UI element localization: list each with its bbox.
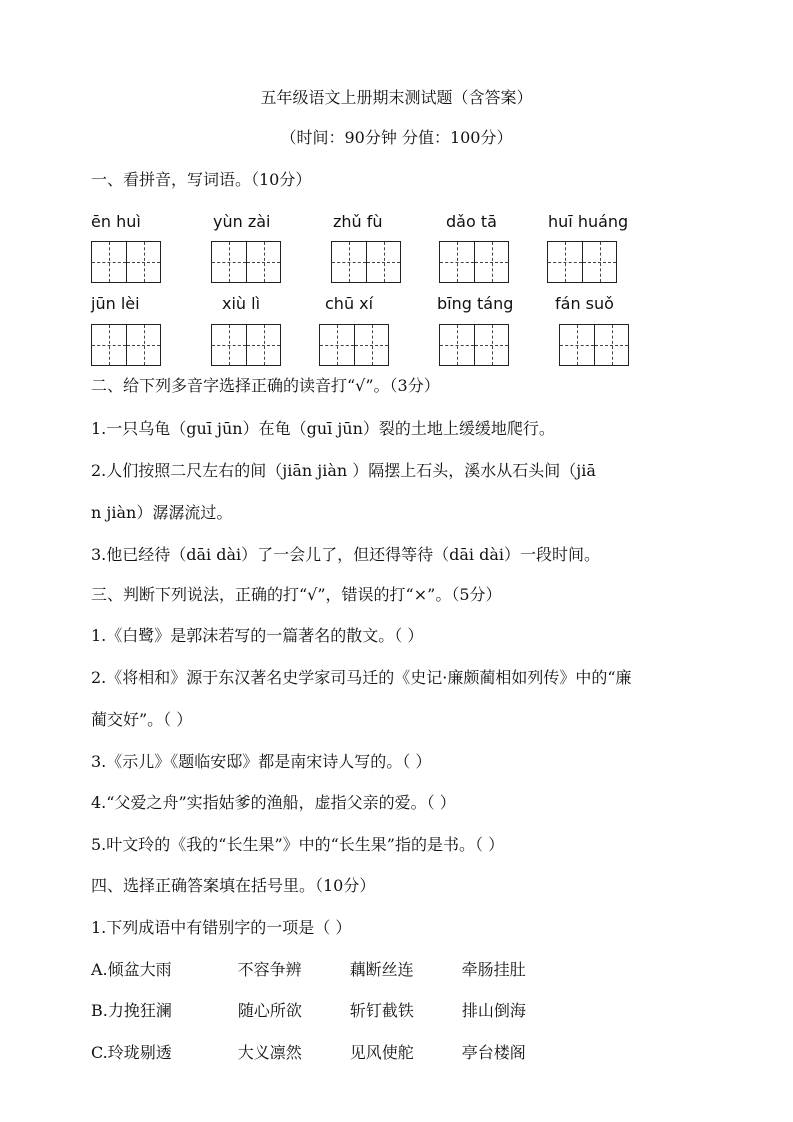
writing-grid[interactable] (91, 241, 161, 283)
page-title: 五年级语文上册期末测试题（含答案） (260, 88, 533, 107)
writing-grid[interactable] (439, 324, 509, 366)
writing-grid[interactable] (439, 241, 509, 283)
option-word: 倾盆大雨 (107, 960, 172, 979)
option-word: 力挽狂澜 (107, 1001, 172, 1020)
question-text: 4.“父爱之舟”实指姑爹的渔船，虚指父亲的爱。（ ） (91, 793, 456, 812)
option-word: 牵肠挂肚 (461, 960, 526, 979)
pinyin-label: zhǔ fù (333, 212, 383, 231)
option-word: 斩钉截铁 (349, 1001, 414, 1020)
pinyin-label: dǎo tā (446, 212, 497, 231)
pinyin-label: yùn zài (213, 212, 271, 231)
option-row-c (91, 1043, 574, 1063)
option-word: 玲珑剔透 (107, 1043, 172, 1062)
question-text: 2.《将相和》源于东汉著名史学家司马迁的《史记·廉颇蔺相如列传》中的“廉 (91, 668, 632, 687)
writing-grid[interactable] (91, 324, 161, 366)
writing-grid[interactable] (211, 324, 281, 366)
pinyin-label: huī huáng (548, 212, 629, 231)
pinyin-label: jūn lèi (91, 294, 140, 313)
question-text: 3.《示儿》《题临安邸》都是南宋诗人写的。（ ） (91, 752, 432, 771)
question-text: 1.一只乌龟（guī jūn）在龟（guī jūn）裂的土地上缓缓地爬行。 (91, 419, 555, 438)
question-text: n jiàn）潺潺流过。 (91, 503, 233, 522)
writing-grid[interactable] (331, 241, 401, 283)
question-text: 5.叶文玲的《我的“长生果”》中的“长生果”指的是书。（ ） (91, 835, 505, 854)
option-word: 藕断丝连 (349, 960, 414, 979)
page-subtitle: （时间：90分钟 分值：100分） (280, 128, 513, 147)
question-text: 1.《白鹭》是郭沫若写的一篇著名的散文。（ ） (91, 626, 424, 645)
section-3-heading: 三、判断下列说法，正确的打“√”，错误的打“×”。（5分） (91, 585, 502, 604)
option-row-a (91, 960, 574, 980)
pinyin-label: xiù lì (222, 294, 261, 313)
option-word: 见风使舵 (349, 1043, 414, 1062)
option-label: A. (91, 960, 108, 979)
writing-grid[interactable] (319, 324, 389, 366)
question-text: 1.下列成语中有错别字的一项是（ ） (91, 918, 352, 937)
question-text: 3.他已经待（dāi dài）了一会儿了，但还得等待（dāi dài）一段时间。 (91, 545, 601, 564)
option-label: B. (91, 1001, 108, 1020)
pinyin-label: fán suǒ (555, 294, 614, 313)
section-4-heading: 四、选择正确答案填在括号里。（10分） (91, 876, 376, 895)
option-word: 亭台楼阁 (461, 1043, 526, 1062)
option-label: C. (91, 1043, 108, 1062)
option-word: 大义凛然 (237, 1043, 302, 1062)
section-1-heading: 一、看拼音，写词语。（10分） (91, 170, 312, 189)
writing-grid[interactable] (547, 241, 617, 283)
option-word: 随心所欲 (237, 1001, 302, 1020)
pinyin-label: ēn huì (91, 212, 141, 231)
writing-grid[interactable] (559, 324, 629, 366)
option-row-b (91, 1001, 574, 1021)
option-word: 排山倒海 (461, 1001, 526, 1020)
question-text: 2.人们按照二尺左右的间（jiān jiàn ）隔摆上石头，溪水从石头间（jiā (91, 461, 596, 480)
writing-grid[interactable] (211, 241, 281, 283)
pinyin-label: bīng táng (437, 294, 514, 313)
option-word: 不容争辨 (237, 960, 302, 979)
question-text: 蔺交好”。（ ） (91, 710, 193, 729)
pinyin-label: chū xí (325, 294, 374, 313)
section-2-heading: 二、给下列多音字选择正确的读音打“√”。（3分） (91, 376, 440, 395)
